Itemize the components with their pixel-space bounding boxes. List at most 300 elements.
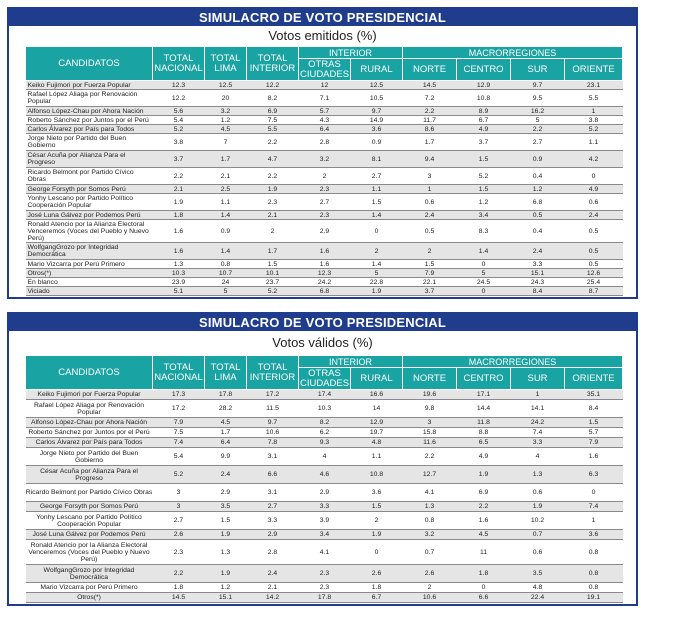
cell-total-lima: 2.1 [205, 168, 247, 185]
cell-total-interior: 7.8 [247, 438, 299, 448]
cell-total-lima: 5 [205, 287, 247, 296]
cell-norte: 4.1 [403, 484, 457, 502]
cell-norte: 2.2 [403, 448, 457, 466]
cell-total-interior: 6.6 [247, 466, 299, 484]
cell-rural: 5 [351, 269, 403, 278]
cell-centro: 4.9 [457, 125, 511, 134]
cell-rural: 6.7 [351, 593, 403, 603]
header-centro: CENTRO [457, 59, 511, 81]
cell-total-interior: 1.9 [247, 185, 299, 194]
header-oriente: ORIENTE [565, 59, 623, 81]
cell-total-interior: 11.5 [247, 400, 299, 418]
cell-rural: 0 [351, 220, 403, 243]
cell-centro: 12.9 [457, 81, 511, 90]
cell-centro: 14.4 [457, 400, 511, 418]
candidate-name: Ricardo Belmont por Partido Cívico Obras [26, 484, 153, 502]
cell-otras-ciudades: 3.3 [299, 502, 351, 512]
votos-validos-panel [7, 312, 638, 606]
cell-oriente: 0 [565, 168, 623, 185]
cell-centro: 0 [457, 287, 511, 296]
cell-sur: 0.7 [511, 530, 565, 540]
cell-rural: 8.1 [351, 151, 403, 168]
header-sur: SUR [511, 59, 565, 81]
cell-oriente: 4.9 [565, 185, 623, 194]
cell-total-nacional: 3.8 [153, 134, 205, 151]
cell-oriente: 1.6 [565, 448, 623, 466]
cell-oriente: 8.4 [565, 400, 623, 418]
cell-norte: 3.7 [403, 287, 457, 296]
cell-otras-ciudades: 2.7 [299, 194, 351, 211]
cell-centro: 4.9 [457, 448, 511, 466]
cell-total-nacional: 14.5 [153, 593, 205, 603]
cell-otras-ciudades: 6.4 [299, 125, 351, 134]
cell-otras-ciudades: 8.2 [299, 418, 351, 428]
cell-total-nacional: 1.9 [153, 194, 205, 211]
cell-sur: 0.4 [511, 220, 565, 243]
cell-centro: 5 [457, 269, 511, 278]
cell-otras-ciudades: 2.8 [299, 134, 351, 151]
cell-total-interior: 14.2 [247, 593, 299, 603]
cell-rural: 0.9 [351, 134, 403, 151]
cell-total-lima: 3.5 [205, 502, 247, 512]
cell-otras-ciudades: 2.9 [299, 484, 351, 502]
candidate-name: José Luna Gálvez por Podemos Perú [26, 211, 153, 220]
banner-title: SIMULACRO DE VOTO PRESIDENCIAL [9, 314, 636, 331]
cell-total-interior: 6.9 [247, 107, 299, 116]
header-macrorregiones-group: MACRORREGIONES [403, 47, 623, 59]
cell-otras-ciudades: 4.3 [299, 116, 351, 125]
cell-centro: 8.9 [457, 107, 511, 116]
candidate-name: Keiko Fujimori por Fuerza Popular [26, 81, 153, 90]
cell-rural: 1.4 [351, 211, 403, 220]
cell-total-lima: 1.7 [205, 428, 247, 438]
cell-oriente: 0.5 [565, 220, 623, 243]
candidate-name: Otros(*) [26, 593, 153, 603]
cell-rural: 12.9 [351, 418, 403, 428]
table-subtitle: Votos válidos (%) [272, 335, 373, 350]
cell-total-interior: 5.5 [247, 125, 299, 134]
cell-total-nacional: 2.2 [153, 168, 205, 185]
header-total-interior: TOTAL INTERIOR [247, 47, 299, 81]
cell-rural: 22.8 [351, 278, 403, 287]
cell-centro: 6.5 [457, 438, 511, 448]
cell-oriente: 3.8 [565, 116, 623, 125]
cell-centro: 1.5 [457, 185, 511, 194]
cell-sur: 14.1 [511, 400, 565, 418]
candidate-name: George Forsyth por Somos Perú [26, 502, 153, 512]
cell-total-nacional: 5.4 [153, 116, 205, 125]
cell-total-interior: 3.1 [247, 448, 299, 466]
cell-otras-ciudades: 4 [299, 448, 351, 466]
cell-oriente: 35.1 [565, 390, 623, 400]
cell-sur: 4 [511, 448, 565, 466]
cell-total-nacional: 23.9 [153, 278, 205, 287]
candidate-name: César Acuña por Alianza Para el Progreso [26, 466, 153, 484]
votos-validos-table [25, 355, 623, 603]
cell-total-interior: 2.2 [247, 168, 299, 185]
cell-oriente: 12.6 [565, 269, 623, 278]
cell-total-nacional: 2.7 [153, 512, 205, 530]
cell-rural: 1.9 [351, 530, 403, 540]
cell-rural: 4.8 [351, 438, 403, 448]
header-interior-group: INTERIOR [299, 47, 403, 59]
votos-emitidos-panel [7, 7, 638, 299]
cell-oriente: 7.4 [565, 502, 623, 512]
header-interior-group: INTERIOR [299, 356, 403, 368]
cell-sur: 24.3 [511, 278, 565, 287]
cell-total-interior: 2.8 [247, 540, 299, 565]
cell-total-nacional: 3 [153, 484, 205, 502]
cell-total-nacional: 1.8 [153, 583, 205, 593]
cell-norte: 7.2 [403, 90, 457, 107]
cell-total-lima: 2.4 [205, 466, 247, 484]
cell-total-nacional: 7.4 [153, 438, 205, 448]
cell-oriente: 0.8 [565, 540, 623, 565]
cell-sur: 1 [511, 390, 565, 400]
cell-total-nacional: 12.2 [153, 90, 205, 107]
cell-total-nacional: 17.2 [153, 400, 205, 418]
cell-oriente: 3.6 [565, 530, 623, 540]
cell-norte: 15.8 [403, 428, 457, 438]
cell-norte: 9.4 [403, 151, 457, 168]
cell-norte: 12.7 [403, 466, 457, 484]
candidate-name: En blanco [26, 278, 153, 287]
cell-total-lima: 28.2 [205, 400, 247, 418]
cell-oriente: 1.1 [565, 134, 623, 151]
cell-total-nacional: 5.1 [153, 287, 205, 296]
cell-otras-ciudades: 4.1 [299, 540, 351, 565]
header-total-nacional: TOTAL NACIONAL [153, 356, 205, 390]
cell-sur: 1.9 [511, 502, 565, 512]
cell-total-interior: 4.7 [247, 151, 299, 168]
cell-norte: 1 [403, 185, 457, 194]
cell-rural: 1.8 [351, 583, 403, 593]
cell-total-lima: 15.1 [205, 593, 247, 603]
cell-total-lima: 1.3 [205, 540, 247, 565]
cell-norte: 22.1 [403, 278, 457, 287]
cell-total-interior: 1.5 [247, 260, 299, 269]
candidate-name: Alfonso López-Chau por Ahora Nación [26, 107, 153, 116]
candidate-name: WolfgangGrozo por Integridad Democrática [26, 565, 153, 583]
cell-total-nacional: 2.3 [153, 540, 205, 565]
cell-sur: 3.5 [511, 565, 565, 583]
cell-total-interior: 9.7 [247, 418, 299, 428]
cell-otras-ciudades: 12.3 [299, 269, 351, 278]
cell-sur: 9.5 [511, 90, 565, 107]
cell-total-interior: 17.2 [247, 390, 299, 400]
cell-total-interior: 10.1 [247, 269, 299, 278]
cell-oriente: 19.1 [565, 593, 623, 603]
header-rural: RURAL [351, 59, 403, 81]
cell-rural: 1.5 [351, 502, 403, 512]
candidate-name: Jorge Nieto por Partido del Buen Gobierno [26, 134, 153, 151]
cell-total-interior: 3.3 [247, 512, 299, 530]
cell-oriente: 0.5 [565, 260, 623, 269]
candidate-name: Jorge Nieto por Partido del Buen Gobierno [26, 448, 153, 466]
cell-total-lima: 0.9 [205, 220, 247, 243]
candidate-name: Alfonso López-Chau por Ahora Nación [26, 418, 153, 428]
cell-norte: 2.2 [403, 107, 457, 116]
cell-total-lima: 1.9 [205, 565, 247, 583]
cell-total-lima: 7 [205, 134, 247, 151]
header-total-lima: TOTAL LIMA [205, 47, 247, 81]
cell-otras-ciudades: 2.3 [299, 565, 351, 583]
cell-otras-ciudades: 2.3 [299, 185, 351, 194]
votos-emitidos-table [25, 46, 623, 296]
cell-centro: 1.8 [457, 565, 511, 583]
cell-rural: 2.6 [351, 565, 403, 583]
cell-centro: 1.2 [457, 194, 511, 211]
cell-norte: 19.6 [403, 390, 457, 400]
cell-centro: 6.7 [457, 116, 511, 125]
cell-oriente: 4.2 [565, 151, 623, 168]
cell-total-interior: 2.4 [247, 565, 299, 583]
cell-oriente: 1 [565, 512, 623, 530]
cell-total-nacional: 1.6 [153, 220, 205, 243]
candidate-name: César Acuña por Alianza Para el Progreso [26, 151, 153, 168]
cell-centro: 5.2 [457, 168, 511, 185]
candidate-name: Ronald Atencio por la Alianza Electoral Venceremos (Voces del Pueblo y Nuevo Perú) [26, 220, 153, 243]
cell-norte: 11.7 [403, 116, 457, 125]
cell-norte: 2 [403, 243, 457, 260]
cell-otras-ciudades: 5.7 [299, 107, 351, 116]
cell-otras-ciudades: 3.9 [299, 512, 351, 530]
header-candidatos: CANDIDATOS [26, 47, 153, 81]
cell-total-nacional: 3.7 [153, 151, 205, 168]
cell-otras-ciudades: 2.3 [299, 583, 351, 593]
cell-sur: 5 [511, 116, 565, 125]
cell-centro: 2.2 [457, 502, 511, 512]
cell-total-lima: 2.9 [205, 484, 247, 502]
cell-norte: 1.3 [403, 502, 457, 512]
cell-norte: 8.6 [403, 125, 457, 134]
cell-rural: 10.5 [351, 90, 403, 107]
cell-centro: 6.9 [457, 484, 511, 502]
candidate-name: Keiko Fujimori por Fuerza Popular [26, 390, 153, 400]
cell-norte: 14.5 [403, 81, 457, 90]
cell-norte: 7.9 [403, 269, 457, 278]
candidate-name: Viciado [26, 287, 153, 296]
cell-sur: 0.4 [511, 168, 565, 185]
cell-rural: 1.1 [351, 185, 403, 194]
cell-sur: 3.3 [511, 438, 565, 448]
cell-total-interior: 2.3 [247, 194, 299, 211]
candidate-name: Carlos Álvarez por País para Todos [26, 125, 153, 134]
cell-otras-ciudades: 3.2 [299, 151, 351, 168]
cell-centro: 10.8 [457, 90, 511, 107]
cell-centro: 4.5 [457, 530, 511, 540]
cell-centro: 0 [457, 583, 511, 593]
cell-sur: 0.6 [511, 484, 565, 502]
cell-rural: 1.4 [351, 260, 403, 269]
cell-oriente: 23.1 [565, 81, 623, 90]
cell-norte: 11.6 [403, 438, 457, 448]
cell-norte: 2 [403, 583, 457, 593]
cell-oriente: 0.8 [565, 583, 623, 593]
cell-sur: 16.2 [511, 107, 565, 116]
cell-norte: 3.2 [403, 530, 457, 540]
cell-sur: 2.2 [511, 125, 565, 134]
cell-centro: 3.4 [457, 211, 511, 220]
cell-norte: 0.5 [403, 220, 457, 243]
cell-centro: 3.7 [457, 134, 511, 151]
candidate-name: Ronald Atencio por la Alianza Electoral Venceremos (Voces del Pueblo y Nuevo Perú) [26, 540, 153, 565]
cell-norte: 3 [403, 418, 457, 428]
cell-otras-ciudades: 4.6 [299, 466, 351, 484]
cell-sur: 1.3 [511, 466, 565, 484]
cell-total-nacional: 1.6 [153, 243, 205, 260]
cell-total-nacional: 17.3 [153, 390, 205, 400]
header-total-lima: TOTAL LIMA [205, 356, 247, 390]
header-total-nacional: TOTAL NACIONAL [153, 47, 205, 81]
cell-norte: 9.8 [403, 400, 457, 418]
cell-total-interior: 2.1 [247, 583, 299, 593]
cell-rural: 2.7 [351, 168, 403, 185]
cell-sur: 6.8 [511, 194, 565, 211]
cell-sur: 22.4 [511, 593, 565, 603]
candidate-name: Otros(*) [26, 269, 153, 278]
cell-otras-ciudades: 2 [299, 168, 351, 185]
cell-total-interior: 2.9 [247, 530, 299, 540]
header-otras-ciudades: OTRAS CIUDADES [299, 367, 350, 389]
cell-norte: 1.7 [403, 134, 457, 151]
cell-total-nacional: 2.2 [153, 565, 205, 583]
cell-oriente: 0.6 [565, 194, 623, 211]
cell-total-nacional: 2.6 [153, 530, 205, 540]
candidate-name: José Luna Gálvez por Podemos Perú [26, 530, 153, 540]
header-rural: RURAL [351, 368, 403, 390]
cell-total-interior: 1.7 [247, 243, 299, 260]
cell-total-nacional: 5.4 [153, 448, 205, 466]
cell-total-interior: 2.1 [247, 211, 299, 220]
cell-rural: 3.6 [351, 125, 403, 134]
cell-otras-ciudades: 6.8 [299, 287, 351, 296]
cell-total-lima: 1.4 [205, 243, 247, 260]
candidate-name: Mario Vizcarra por Perú Primero [26, 583, 153, 593]
cell-total-lima: 4.5 [205, 125, 247, 134]
cell-oriente: 5.5 [565, 90, 623, 107]
candidate-name: Carlos Álvarez por País para Todos [26, 438, 153, 448]
cell-rural: 16.6 [351, 390, 403, 400]
cell-total-lima: 10.7 [205, 269, 247, 278]
cell-norte: 3 [403, 168, 457, 185]
cell-total-lima: 1.1 [205, 194, 247, 211]
cell-total-nacional: 10.3 [153, 269, 205, 278]
cell-centro: 1.6 [457, 512, 511, 530]
cell-rural: 12.5 [351, 81, 403, 90]
cell-rural: 1.5 [351, 194, 403, 211]
candidate-name: Roberto Sánchez por Juntos por el Perú [26, 428, 153, 438]
cell-otras-ciudades: 12 [299, 81, 351, 90]
cell-sur: 2.7 [511, 134, 565, 151]
cell-otras-ciudades: 17.4 [299, 390, 351, 400]
cell-total-interior: 12.2 [247, 81, 299, 90]
cell-norte: 0.6 [403, 194, 457, 211]
cell-total-lima: 1.7 [205, 151, 247, 168]
cell-total-interior: 23.7 [247, 278, 299, 287]
cell-total-nacional: 5.2 [153, 125, 205, 134]
cell-norte: 1.5 [403, 260, 457, 269]
cell-total-interior: 5.2 [247, 287, 299, 296]
cell-otras-ciudades: 2.9 [299, 220, 351, 243]
cell-total-nacional: 5.6 [153, 107, 205, 116]
cell-rural: 3.6 [351, 484, 403, 502]
header-norte: NORTE [403, 368, 457, 390]
cell-sur: 0.6 [511, 540, 565, 565]
cell-total-nacional: 1.8 [153, 211, 205, 220]
cell-rural: 14 [351, 400, 403, 418]
header-total-interior: TOTAL INTERIOR [247, 356, 299, 390]
cell-total-lima: 1.9 [205, 530, 247, 540]
header-norte: NORTE [403, 59, 457, 81]
cell-otras-ciudades: 9.3 [299, 438, 351, 448]
cell-total-lima: 20 [205, 90, 247, 107]
cell-rural: 2 [351, 512, 403, 530]
header-macrorregiones-group: MACRORREGIONES [403, 356, 623, 368]
cell-total-lima: 24 [205, 278, 247, 287]
cell-total-interior: 10.6 [247, 428, 299, 438]
table-subtitle: Votos emitidos (%) [268, 28, 377, 43]
header-sur: SUR [511, 368, 565, 390]
cell-otras-ciudades: 6.2 [299, 428, 351, 438]
cell-otras-ciudades: 1.6 [299, 260, 351, 269]
cell-sur: 8.4 [511, 287, 565, 296]
cell-total-lima: 2.5 [205, 185, 247, 194]
cell-sur: 7.4 [511, 428, 565, 438]
cell-oriente: 2.4 [565, 211, 623, 220]
cell-total-interior: 2.2 [247, 134, 299, 151]
cell-norte: 0.7 [403, 540, 457, 565]
header-candidatos: CANDIDATOS [26, 356, 153, 390]
candidate-name: George Forsyth por Somos Perú [26, 185, 153, 194]
cell-total-nacional: 1.3 [153, 260, 205, 269]
cell-oriente: 7.9 [565, 438, 623, 448]
candidate-name: Yonhy Lescano por Partido Político Cooperación Popular [26, 512, 153, 530]
cell-total-nacional: 12.3 [153, 81, 205, 90]
cell-rural: 1.9 [351, 287, 403, 296]
candidate-name: Mario Vizcarra por Perú Primero [26, 260, 153, 269]
cell-total-lima: 12.5 [205, 81, 247, 90]
cell-total-lima: 0.8 [205, 260, 247, 269]
cell-oriente: 1.5 [565, 418, 623, 428]
cell-norte: 2.4 [403, 211, 457, 220]
cell-total-interior: 7.5 [247, 116, 299, 125]
cell-centro: 0 [457, 260, 511, 269]
cell-otras-ciudades: 17.8 [299, 593, 351, 603]
cell-total-interior: 3.1 [247, 484, 299, 502]
cell-total-lima: 3.2 [205, 107, 247, 116]
candidate-name: Roberto Sánchez por Juntos por el Perú [26, 116, 153, 125]
cell-otras-ciudades: 1.6 [299, 243, 351, 260]
cell-centro: 8.3 [457, 220, 511, 243]
cell-oriente: 0 [565, 484, 623, 502]
banner-title: SIMULACRO DE VOTO PRESIDENCIAL [9, 9, 636, 26]
cell-sur: 0.9 [511, 151, 565, 168]
cell-total-nacional: 2.1 [153, 185, 205, 194]
cell-oriente: 0.5 [565, 243, 623, 260]
cell-total-lima: 1.4 [205, 211, 247, 220]
cell-total-lima: 4.5 [205, 418, 247, 428]
cell-sur: 3.3 [511, 260, 565, 269]
cell-centro: 1.9 [457, 466, 511, 484]
candidate-name: Ricardo Belmont por Partido Cívico Obras [26, 168, 153, 185]
cell-oriente: 25.4 [565, 278, 623, 287]
cell-norte: 2.6 [403, 565, 457, 583]
cell-otras-ciudades: 10.3 [299, 400, 351, 418]
cell-sur: 24.2 [511, 418, 565, 428]
cell-total-nacional: 3 [153, 502, 205, 512]
cell-rural: 14.9 [351, 116, 403, 125]
